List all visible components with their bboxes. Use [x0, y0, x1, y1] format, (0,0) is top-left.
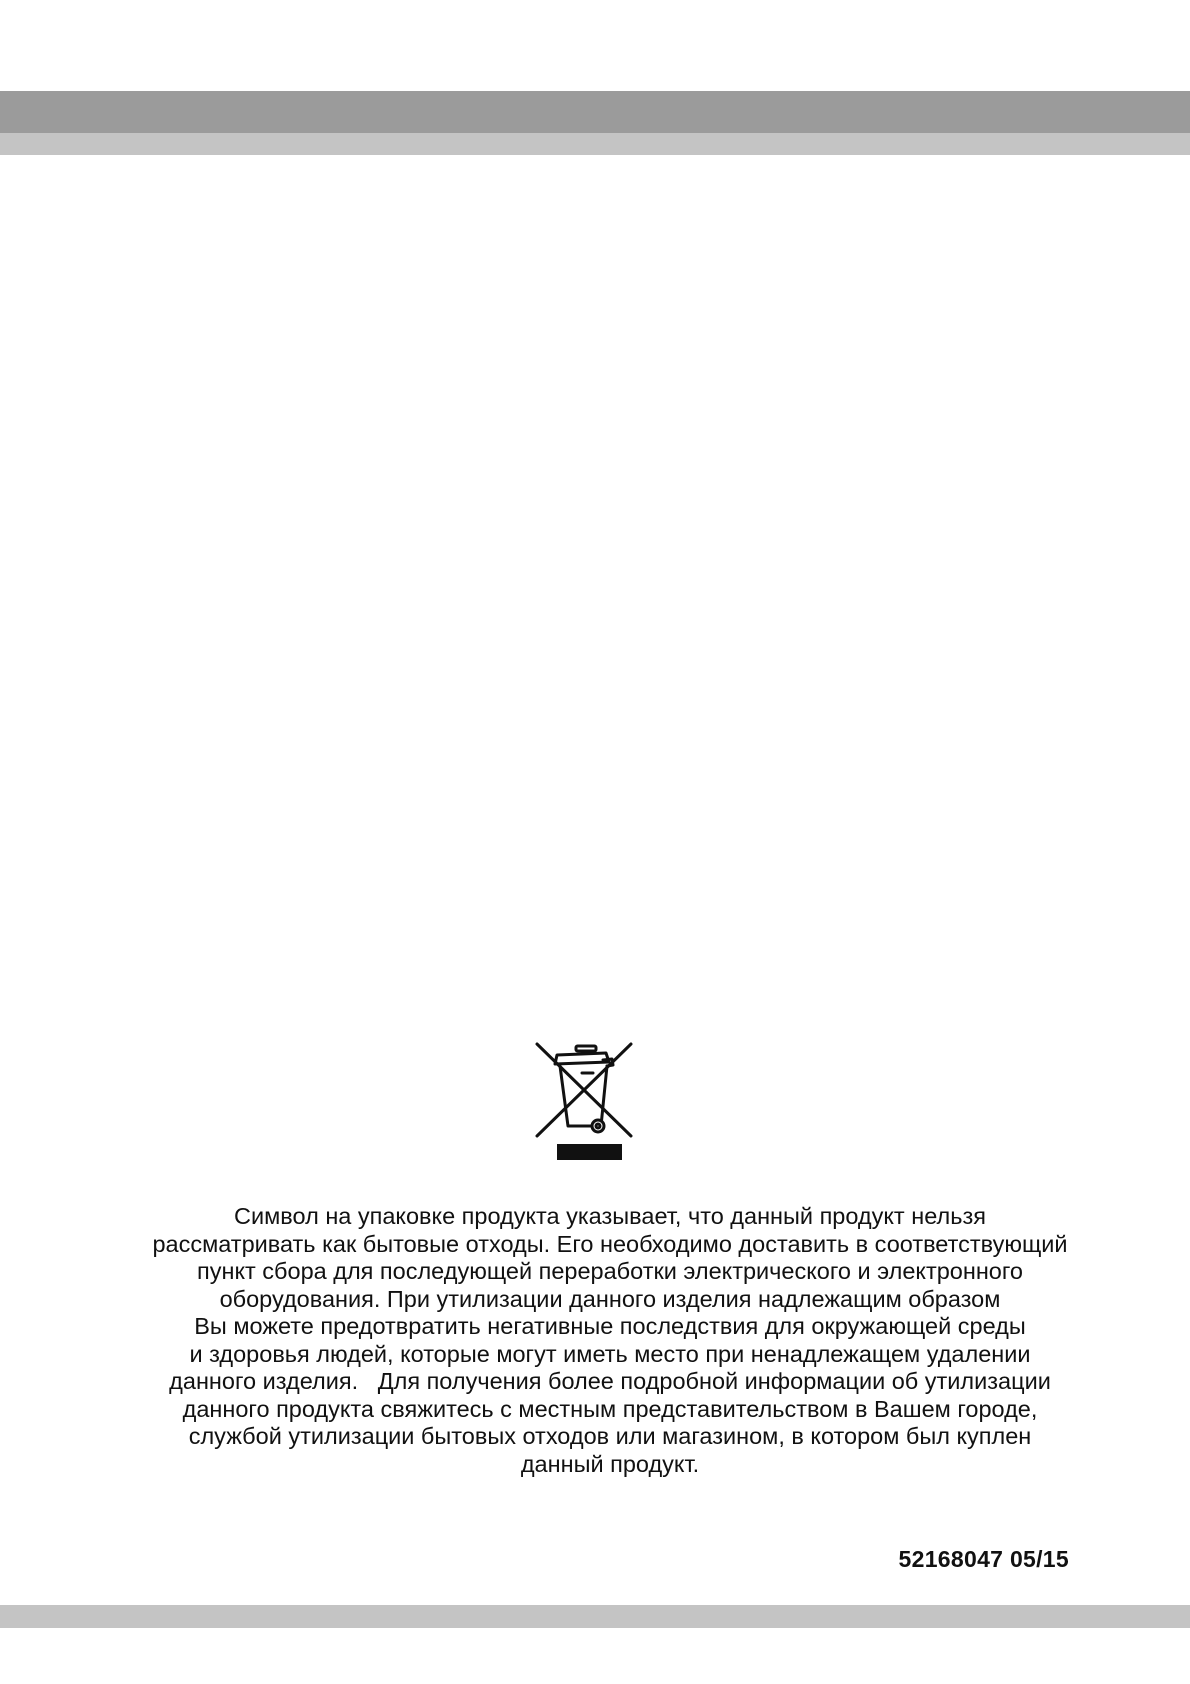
footer-band — [0, 1605, 1190, 1628]
notice-line: службой утилизации бытовых отходов или магазином, в котором был куплен — [188, 1423, 1032, 1449]
notice-line: рассматривать как бытовые отходы. Его необходимо доставить в соответствующий — [152, 1230, 1068, 1257]
notice-line: Вы можете предотвратить негативные последствия для окружающей среды — [194, 1313, 1026, 1339]
notice-line: и здоровья людей, которые могут иметь место при ненадлежащем удалении — [189, 1340, 1031, 1367]
notice-line: пункт сбора для последующей переработки электрического и электронного — [197, 1258, 1023, 1284]
notice-line: Символ на упаковке продукта указывает, что данный продукт нельзя — [234, 1203, 986, 1229]
header-band-dark — [0, 91, 1190, 133]
notice-line: оборудования. При утилизации данного изделия надлежащим образом — [219, 1285, 1001, 1312]
notice-line: данного изделия. Для получения более подробной информации об утилизации — [169, 1368, 1051, 1394]
notice-line: данного продукта свяжитесь с местным представительством в Вашем городе, — [182, 1395, 1038, 1422]
crossed-out-wheelie-bin-icon — [533, 1040, 635, 1162]
notice-line: данный продукт. — [520, 1450, 700, 1477]
document-code: 52168047 05/15 — [898, 1546, 1069, 1572]
header-band-light — [0, 133, 1190, 155]
disposal-notice — [80, 1203, 1140, 1478]
